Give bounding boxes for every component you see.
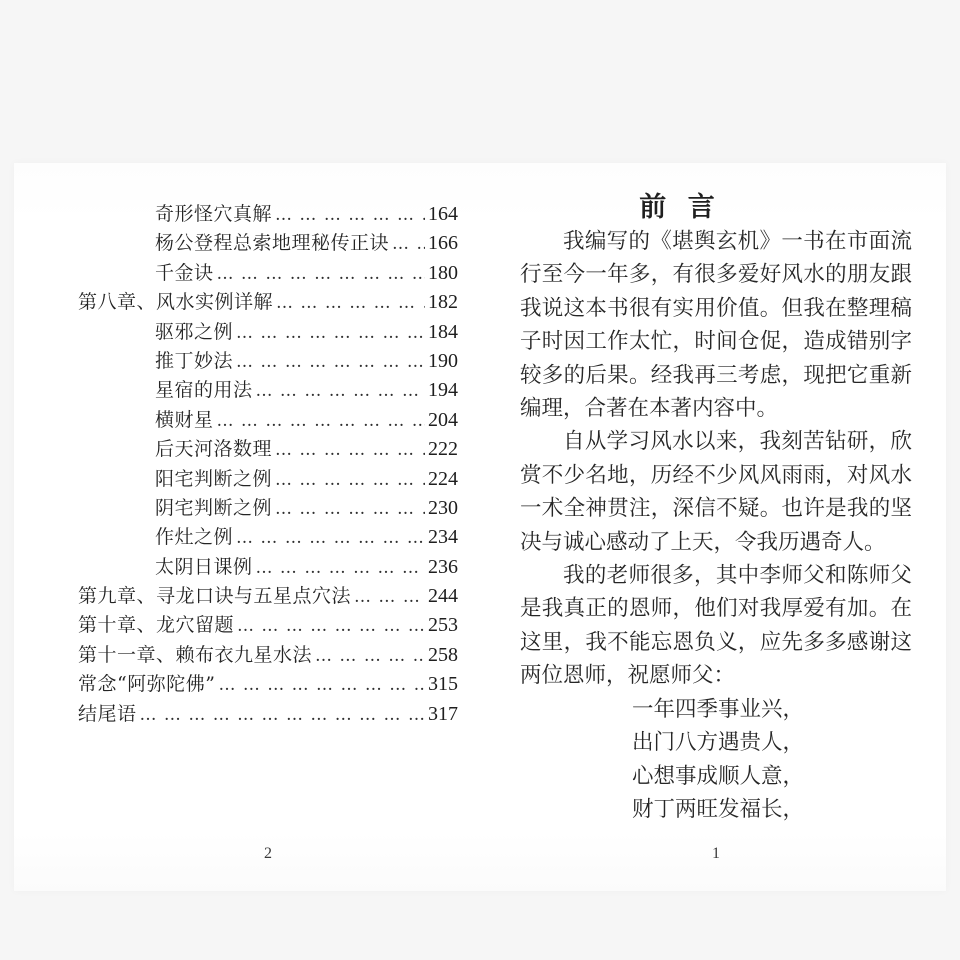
toc-entry-page-number: 182: [428, 291, 458, 314]
verse-line: 一年四季事业兴，: [632, 696, 805, 722]
toc-entry: [78, 523, 458, 552]
toc-leader-dots: [236, 348, 425, 377]
toc-entry: [78, 229, 458, 258]
book-spread: [14, 163, 946, 891]
toc-entry: [78, 406, 458, 435]
toc-entry-label: 星宿的用法: [155, 379, 253, 402]
toc-entry-label: 横财星: [155, 408, 214, 431]
verse-line: 心想事成顺人意，: [632, 763, 805, 789]
toc-entry-page-number: 222: [428, 438, 458, 461]
toc-leader-dots: [315, 642, 425, 671]
toc-leader-dots: [354, 583, 425, 612]
toc-leader-dots: [275, 201, 425, 230]
toc-entry-page-number: 164: [428, 203, 458, 225]
toc-leader-dots: [256, 377, 425, 406]
preface-verse: [520, 693, 912, 827]
preface-paragraph: 自从学习风水以来，我刻苦钻研，欣赏不少名地，历经不少风风雨雨，对风水一术全神贯注，深信不疑。也许是我的坚决与诚心感动了上天，令我历遇奇人。: [520, 429, 912, 555]
toc-entry-page-number: 315: [428, 673, 458, 696]
toc-entry: [78, 611, 458, 640]
preface-paragraphs: [520, 225, 912, 693]
toc-entry-page-number: 317: [428, 702, 458, 725]
toc-entry-page-number: 253: [428, 614, 458, 637]
toc-entry: [78, 582, 458, 611]
left-page-number: 2: [264, 845, 272, 862]
toc-entry-page-number: 190: [428, 349, 458, 372]
toc-entry: [78, 465, 458, 494]
toc-entry-label: 千金诀: [155, 261, 214, 284]
toc-entry: [78, 435, 458, 464]
toc-entry: [78, 700, 458, 729]
preface-paragraph: 我的老师很多，其中李师父和陈师父是我真正的恩师，他们对我厚爱有加。在这里，我不能忘恩负义，应先多多感谢这两位恩师，祝愿师父：: [520, 563, 912, 689]
toc-entry-label: 后天河洛数理: [155, 438, 273, 461]
toc-leader-dots: [236, 319, 425, 348]
toc-leader-dots: [140, 701, 425, 730]
toc-entry-label: 阴宅判断之例: [155, 496, 273, 519]
toc-entry: [78, 318, 458, 347]
toc-entry-page-number: 230: [428, 496, 458, 519]
preface-paragraph: 我编写的《堪舆玄机》一书在市面流行至今一年多，有很多爱好风水的朋友跟我说这本书很有实用价值。但我在整理稿子时因工作太忙，时间仓促，造成错别字较多的后果。经我再三考虑，现把它重新编理，合著在本著内容中。: [520, 229, 912, 422]
toc-entry-label: 太阴日课例: [155, 555, 253, 578]
toc-leader-dots: [392, 230, 425, 259]
toc-entry-page-number: 166: [428, 232, 458, 255]
toc-leader-dots: [275, 466, 425, 495]
toc-entry: [78, 553, 458, 582]
toc-entry-label: 常念“阿弥陀佛”: [78, 673, 216, 696]
toc-entry-label: 结尾语: [78, 702, 137, 725]
toc-page: [14, 163, 480, 891]
toc-entry-page-number: 244: [428, 585, 458, 608]
verse-line: 出门八方遇贵人，: [632, 730, 805, 756]
toc-leader-dots: [276, 289, 425, 318]
toc-entry-page-number: 258: [428, 643, 458, 666]
toc-list: [78, 200, 458, 729]
toc-leader-dots: [218, 671, 425, 700]
toc-entry: [78, 494, 458, 523]
toc-entry-page-number: 234: [428, 526, 458, 549]
verse-line: 财丁两旺发福长，: [632, 796, 805, 822]
toc-entry: [78, 347, 458, 376]
preface-page: [480, 163, 946, 891]
toc-entry: [78, 288, 458, 317]
toc-entry: [78, 200, 458, 229]
toc-entry-label: 第九章、寻龙口诀与五星点穴法: [78, 585, 352, 608]
toc-entry-page-number: 224: [428, 467, 458, 490]
toc-entry-label: 推丁妙法: [155, 349, 234, 372]
toc-entry-label: 作灶之例: [155, 526, 234, 549]
toc-entry: [78, 670, 458, 699]
toc-entry-label: 奇形怪穴真解: [155, 203, 273, 225]
toc-entry-page-number: 204: [428, 408, 458, 431]
toc-leader-dots: [275, 436, 425, 465]
toc-leader-dots: [217, 407, 425, 436]
toc-entry-label: 阳宅判断之例: [155, 467, 273, 490]
toc-entry-page-number: 184: [428, 320, 458, 343]
toc-entry: [78, 641, 458, 670]
toc-leader-dots: [256, 554, 425, 583]
right-page-number: 1: [712, 845, 720, 862]
toc-entry-label: 驱邪之例: [155, 320, 234, 343]
toc-leader-dots: [275, 495, 425, 524]
toc-leader-dots: [237, 612, 425, 641]
toc-entry-page-number: 180: [428, 261, 458, 284]
toc-entry-label: 杨公登程总索地理秘传正诀: [155, 232, 390, 255]
toc-entry-label: 第八章、风水实例详解: [78, 291, 274, 314]
toc-entry-label: 第十章、龙穴留题: [78, 614, 235, 637]
preface-title: 前 言: [639, 192, 721, 223]
toc-entry-label: 第十一章、赖布衣九星水法: [78, 643, 313, 666]
toc-entry-page-number: 194: [428, 379, 458, 402]
toc-leader-dots: [217, 260, 425, 289]
toc-entry: [78, 259, 458, 288]
toc-entry-page-number: 236: [428, 555, 458, 578]
toc-leader-dots: [236, 524, 425, 553]
toc-entry: [78, 376, 458, 405]
preface-body: [520, 225, 912, 826]
